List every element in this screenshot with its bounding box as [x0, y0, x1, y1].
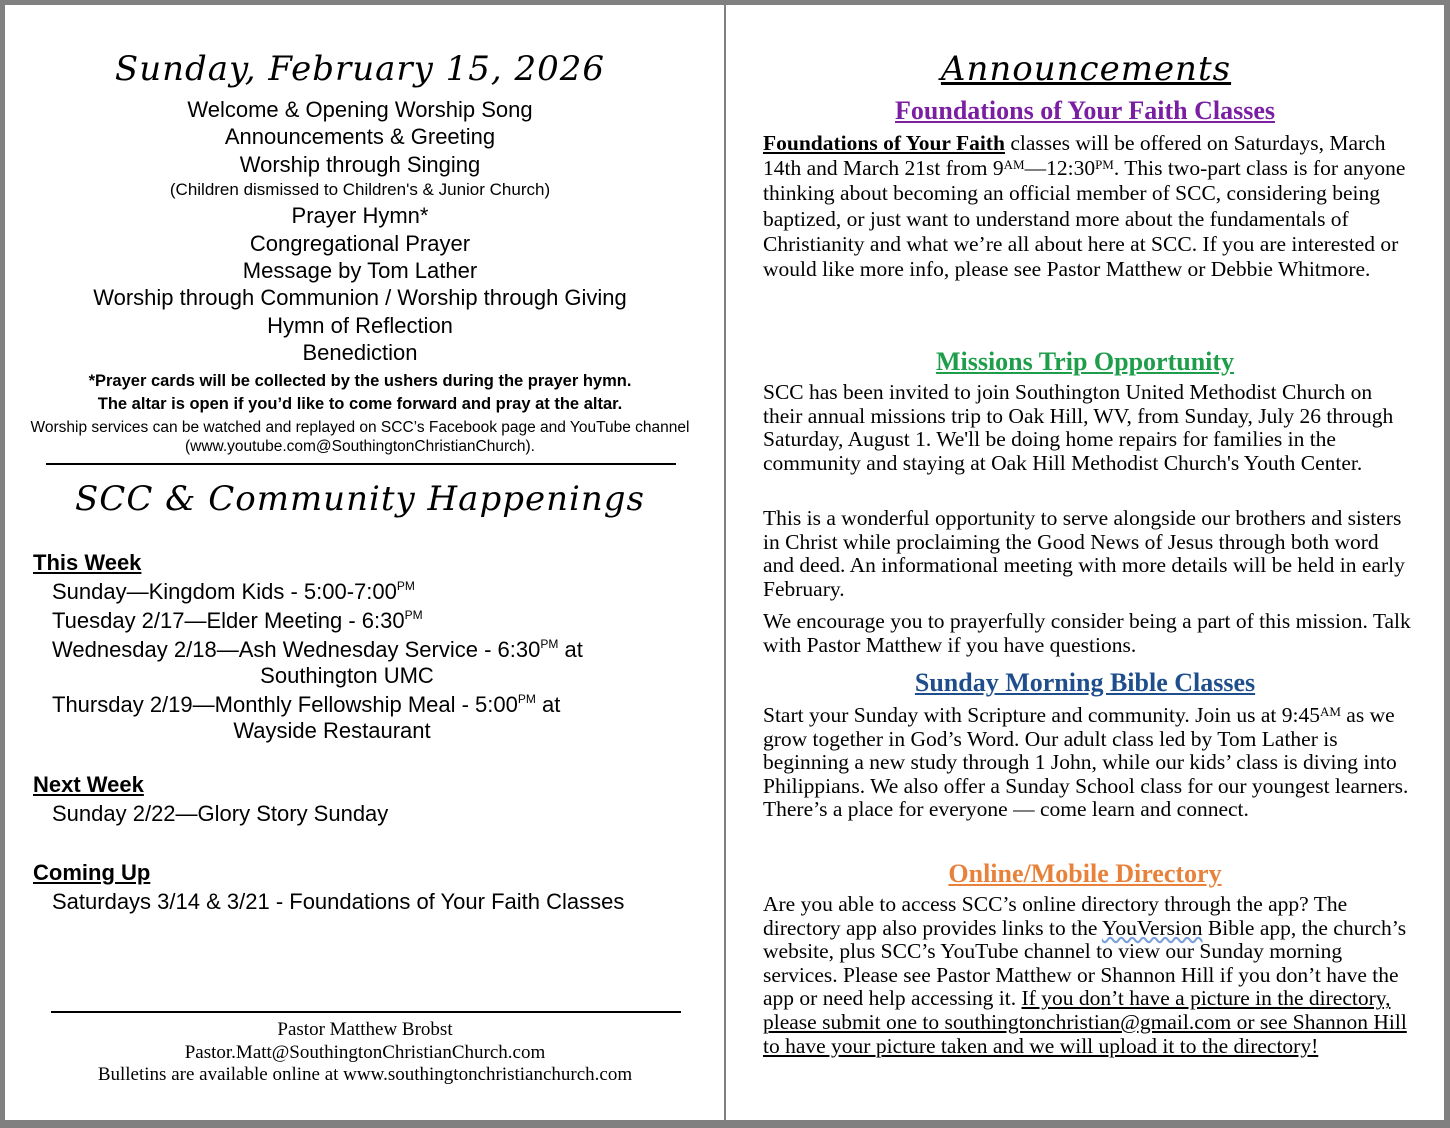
bulletin-footer — [5, 1019, 724, 1087]
order-item: Congregational Prayer — [249, 230, 471, 256]
altar-note: The altar is open if you’d like to come forward and pray at the altar. — [97, 395, 623, 413]
stream-note: Worship services can be watched and replayed on SCC’s Facebook page and YouTube channel (www.youtube.com@SouthingtonChristianChurch). — [30, 419, 690, 455]
event-item: Wednesday 2/18—Ash Wednesday Service - $6:30^{PM}$ at Southington UMC — [52, 637, 583, 688]
prayer-card-note: *Prayer cards will be collected by the ushers during the prayer hymn. — [88, 372, 632, 390]
divider — [46, 463, 676, 465]
right-page — [726, 5, 1444, 1120]
directory-heading: Online/Mobile Directory — [948, 859, 1222, 888]
service-date-title: Sunday, February 15, 2026 — [114, 49, 606, 89]
order-item: Prayer Hymn* — [291, 203, 429, 229]
event-item: Tuesday 2/17—Elder Meeting - $6:30^{PM}$ — [52, 608, 423, 633]
footer-divider — [51, 1011, 681, 1013]
event-item: Saturdays 3/14 & 3/21 - Foundations of Your Faith Classes — [52, 889, 625, 914]
event-item: Sunday 2/22—Glory Story Sunday — [52, 801, 389, 826]
directory-text: Are you able to access SCC’s online directory through the app? The directory app also provides links to the YouVersion Bible app, the church’s website, plus SCC’s YouTube channel to view our Sunday morning services. Please see Pastor Matthew or Shannon Hill if you don’t have the app or need help accessing it. If you don’t have a picture in the directory, please submit one to southingtonchristian@gmail.com or see Shannon Hill to have your picture taken and we will upload it to the directory! — [763, 892, 1407, 1058]
order-item: Announcements & Greeting — [224, 124, 496, 150]
order-item: Benediction — [302, 340, 418, 366]
happenings-title: SCC & Community Happenings — [75, 479, 645, 519]
announcements-title: Announcements — [940, 49, 1232, 89]
missions-heading: Missions Trip Opportunity — [935, 347, 1235, 376]
order-item: Worship through Singing — [239, 151, 481, 177]
order-item: (Children dismissed to Children's & Junior Church) — [169, 180, 551, 200]
foundations-heading: Foundations of Your Faith Classes — [895, 96, 1275, 125]
missions-paragraph-1: SCC has been invited to join Southington United Methodist Church on their annual missions trip to Oak Hill, WV, from Sunday, July 26 through Saturday, August 1. We'll be doing home repairs for families in the community and staying at Oak Hill Methodist Church's Youth Center. — [763, 380, 1394, 475]
foundations-text: Foundations of Your Faith classes will be offered on Saturdays, March 14th and March 21st from $9^{AM}—12:30^{PM}$. This two-part class is for anyone thinking about becoming an official member of SCC, considering being baptized, or just want to understand more about the fundamentals of Christianity and what we’re all about here at SCC. If you are interested or would like more info, please see Pastor Matthew or Debbie Whitmore. — [763, 131, 1406, 282]
missions-paragraph-3: We encourage you to prayerfully consider being a part of this mission. Talk with Pastor Matthew if you have questions. — [763, 609, 1411, 657]
order-of-service — [5, 96, 715, 367]
event-item: Thursday 2/19—Monthly Fellowship Meal - $5:00^{PM}$ at Wayside Restaurant — [52, 692, 561, 743]
event-item: Sunday—Kingdom Kids - $5:00-7:00^{PM}$ — [52, 579, 415, 604]
order-item: Worship through Communion / Worship through Giving — [93, 285, 627, 311]
this-week-heading: This Week — [33, 550, 142, 575]
bible-classes-heading: Sunday Morning Bible Classes — [914, 668, 1256, 697]
pastor-name: Pastor Matthew Brobst — [277, 1019, 453, 1040]
service-notes — [5, 370, 715, 456]
pastor-email: Pastor.Matt@SouthingtonChristianChurch.com — [184, 1041, 546, 1063]
coming-up-heading: Coming Up — [33, 860, 151, 885]
left-page — [5, 5, 724, 1120]
next-week-heading: Next Week — [33, 772, 144, 797]
bible-classes-text: Start your Sunday with Scripture and community. Join us at $9:45^{AM}$ as we grow together in God’s Word. Our adult class led by Tom Lather is beginning a new study through 1 John, while our kids’ class is diving into Philippians. We also offer a Sunday School class for our youngest learners. There’s a place for everyone — come learn and connect. — [763, 703, 1409, 822]
order-item: Hymn of Reflection — [267, 312, 453, 338]
order-item: Welcome & Opening Worship Song — [187, 97, 533, 122]
bulletins-note: Bulletins are available online at www.southingtonchristianchurch.com — [97, 1064, 633, 1085]
missions-paragraph-2: This is a wonderful opportunity to serve alongside our brothers and sisters in Christ while proclaiming the Good News of Jesus through both word and deed. An informational meeting with more details will be held in early February. — [763, 506, 1405, 601]
order-item: Message by Tom Lather — [242, 258, 478, 284]
